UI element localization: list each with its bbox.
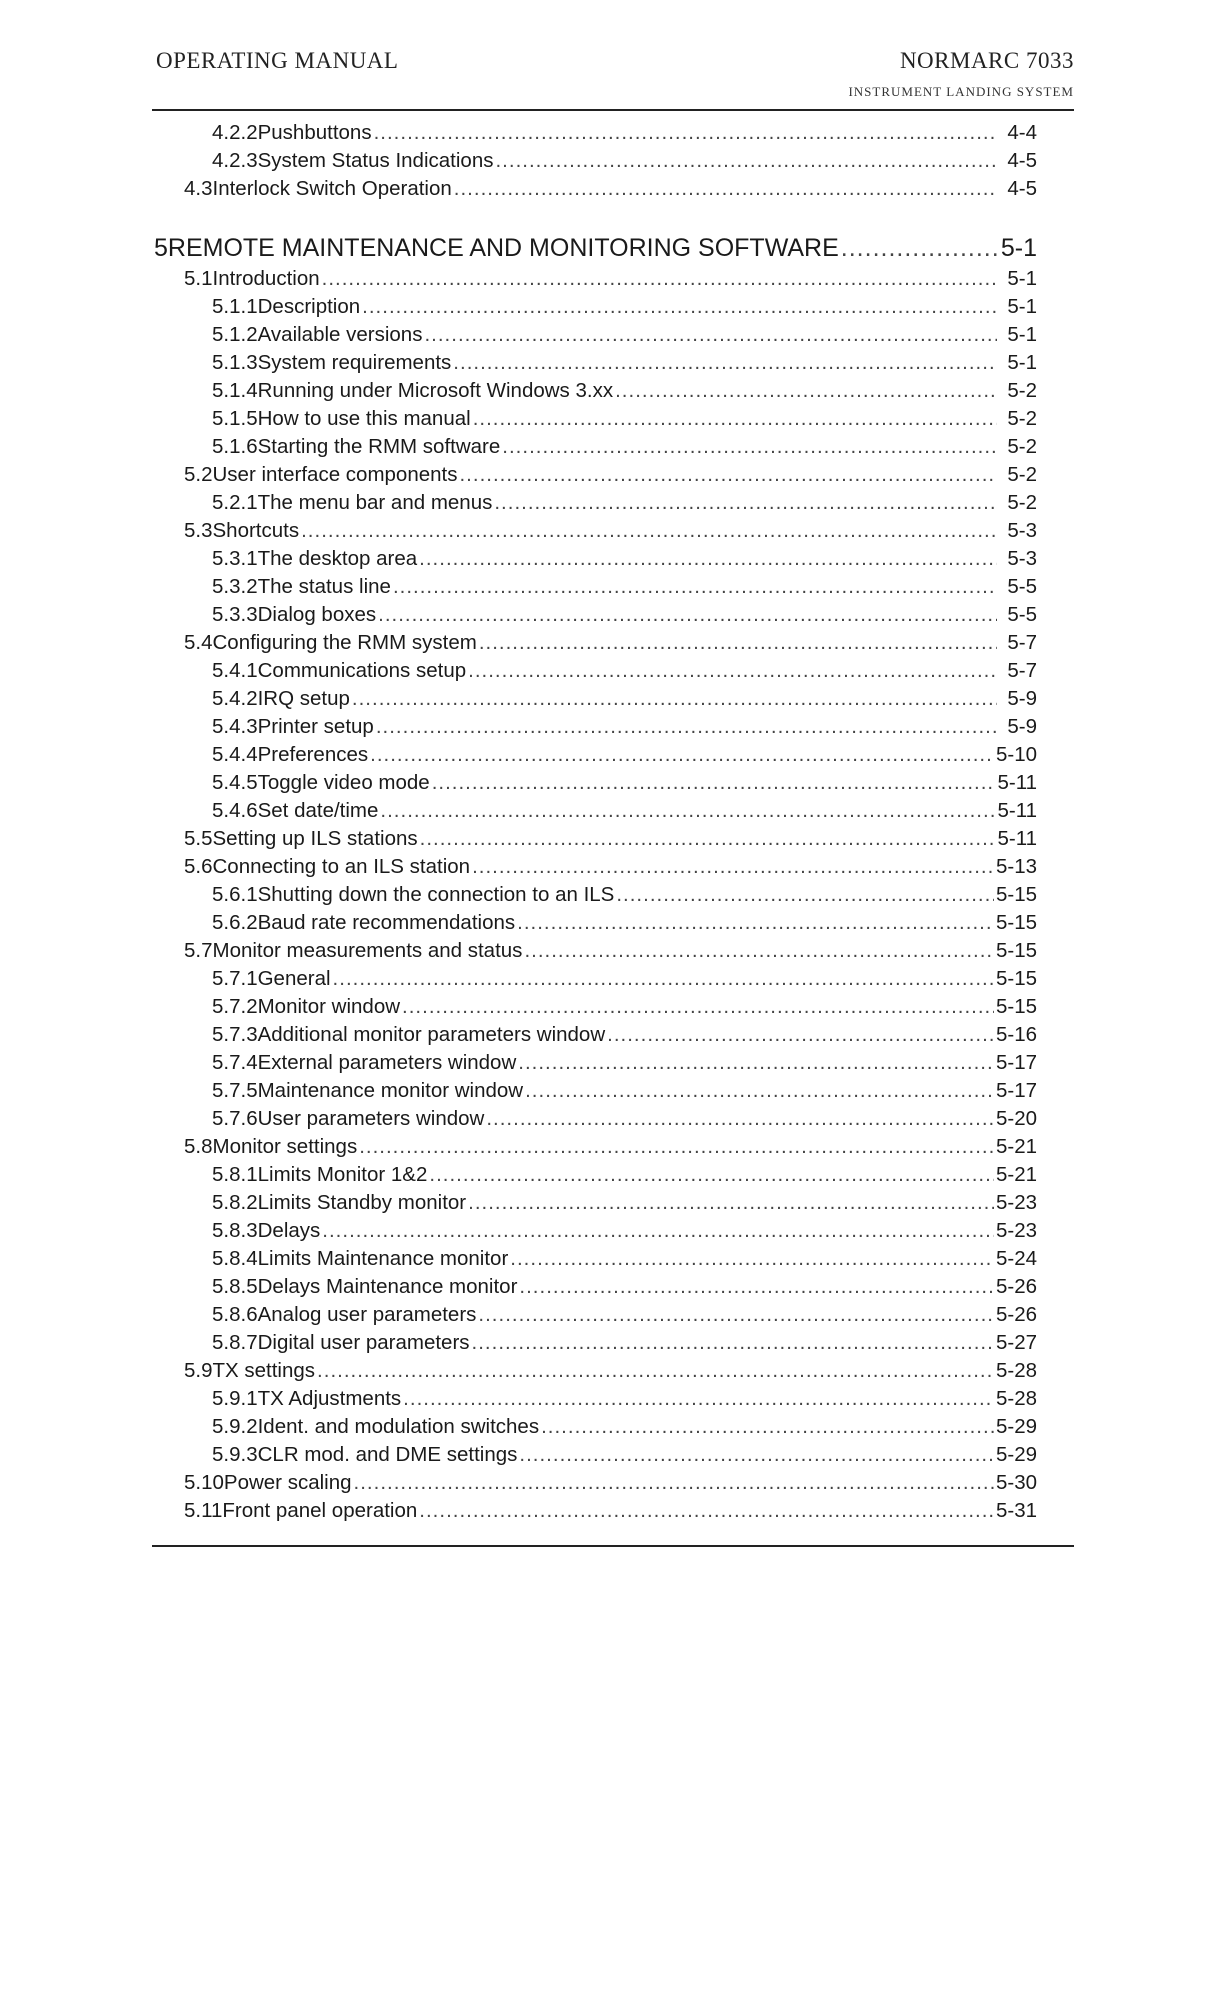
toc-entry-number: 5.8.6 xyxy=(212,1303,258,1326)
dot-leader xyxy=(468,657,997,685)
toc-entry-number: 5.4.6 xyxy=(212,799,258,822)
toc-entry-title: TX Adjustments xyxy=(257,1387,402,1410)
toc-entry-page: 5-7 xyxy=(1007,631,1037,654)
header-rule xyxy=(152,109,1074,111)
toc-entry-number: 5.1 xyxy=(184,267,213,290)
toc-entry-page: 5-17 xyxy=(995,1051,1037,1074)
toc-entry-title: Setting up ILS stations xyxy=(212,827,418,850)
dot-leader xyxy=(454,175,997,203)
toc-entry-title: Communications setup xyxy=(257,659,467,682)
toc-entry[interactable] xyxy=(152,909,1037,937)
toc-entry-number: 5.9 xyxy=(184,1359,213,1382)
dot-leader xyxy=(354,1469,994,1497)
toc-entry-number: 5.4.5 xyxy=(212,771,258,794)
toc-entry-title: Baud rate recommendations xyxy=(257,911,516,934)
dot-leader xyxy=(525,1077,994,1105)
toc-entry-number: 5.9.3 xyxy=(212,1443,258,1466)
toc-entry-title: REMOTE MAINTENANCE AND MONITORING SOFTWARE xyxy=(167,234,839,262)
dot-leader xyxy=(402,993,994,1021)
dot-leader xyxy=(494,489,997,517)
toc-entry[interactable] xyxy=(152,119,1037,147)
toc-entry-number: 5.11 xyxy=(184,1499,223,1522)
toc-entry-number: 5.6.1 xyxy=(212,883,258,906)
toc-entry-title: User parameters window xyxy=(257,1107,485,1130)
toc-entry-number: 5.9.2 xyxy=(212,1415,258,1438)
toc-entry-number: 5.3.2 xyxy=(212,575,258,598)
toc-entry[interactable] xyxy=(152,741,1037,769)
dot-leader xyxy=(517,909,994,937)
toc-entry-number: 5.1.4 xyxy=(212,379,258,402)
toc-entry-page: 5-2 xyxy=(1007,407,1037,430)
toc-entry-page: 5-2 xyxy=(1007,435,1037,458)
toc-entry[interactable] xyxy=(152,321,1037,349)
toc-entry[interactable] xyxy=(152,825,1037,853)
toc-entry-title: The desktop area xyxy=(257,547,418,570)
toc-entry-title: Configuring the RMM system xyxy=(212,631,477,654)
toc-entry-title: System requirements xyxy=(257,351,452,374)
toc-entry-number: 5.4.3 xyxy=(212,715,258,738)
toc-entry-page: 5-11 xyxy=(997,771,1037,794)
toc-entry[interactable] xyxy=(152,769,1037,797)
dot-leader xyxy=(322,265,997,293)
dot-leader xyxy=(473,405,997,433)
toc-entry-page: 5-11 xyxy=(997,799,1037,822)
toc-entry-title: Preferences xyxy=(257,743,369,766)
toc-entry-page: 5-7 xyxy=(1007,659,1037,682)
toc-entry[interactable] xyxy=(152,657,1037,685)
toc-entry-number: 5.8 xyxy=(184,1135,213,1158)
toc-entry-number: 5.10 xyxy=(184,1471,224,1494)
toc-entry-page: 4-4 xyxy=(1007,121,1037,144)
toc-entry[interactable] xyxy=(152,1301,1037,1329)
toc-entry[interactable] xyxy=(152,147,1037,175)
toc-entry-page: 5-24 xyxy=(995,1247,1037,1270)
toc-entry[interactable] xyxy=(152,685,1037,713)
toc-entry[interactable] xyxy=(152,517,1037,545)
dot-leader xyxy=(420,825,996,853)
dot-leader xyxy=(317,1357,994,1385)
toc-entry-title: Interlock Switch Operation xyxy=(212,177,452,200)
dot-leader xyxy=(370,741,994,769)
toc-entry[interactable] xyxy=(152,433,1037,461)
toc-entry-page: 5-15 xyxy=(995,995,1037,1018)
toc-entry-number: 5.2 xyxy=(184,463,213,486)
toc-entry-title: Introduction xyxy=(212,267,320,290)
toc-entry[interactable] xyxy=(152,965,1037,993)
dot-leader xyxy=(541,1413,994,1441)
toc-entry-number: 5.5 xyxy=(184,827,213,850)
toc-entry-page: 5-29 xyxy=(995,1443,1037,1466)
dot-leader xyxy=(495,147,997,175)
toc-chapter-entry[interactable] xyxy=(152,231,1037,265)
toc-entry-title: Monitor settings xyxy=(212,1135,358,1158)
toc-entry[interactable] xyxy=(152,1021,1037,1049)
toc-entry[interactable] xyxy=(152,349,1037,377)
toc-entry[interactable] xyxy=(152,293,1037,321)
toc-entry-page: 5-3 xyxy=(1007,547,1037,570)
dot-leader xyxy=(333,965,994,993)
toc-entry[interactable] xyxy=(152,1357,1037,1385)
toc-entry-page: 5-31 xyxy=(995,1499,1037,1522)
toc-entry[interactable] xyxy=(152,993,1037,1021)
toc-entry[interactable] xyxy=(152,937,1037,965)
toc-entry-page: 5-15 xyxy=(995,911,1037,934)
toc-entry-page: 5-9 xyxy=(1007,687,1037,710)
toc-entry-title: Delays Maintenance monitor xyxy=(257,1275,518,1298)
toc-entry-number: 5.1.6 xyxy=(212,435,258,458)
toc-entry-number: 5 xyxy=(154,234,168,262)
toc-entry[interactable] xyxy=(152,175,1037,203)
toc-entry-title: Power scaling xyxy=(223,1471,352,1494)
toc-entry-title: Front panel operation xyxy=(222,1499,418,1522)
toc-entry-title: Pushbuttons xyxy=(257,121,372,144)
toc-entry-title: Starting the RMM software xyxy=(257,435,501,458)
toc-entry-title: User interface components xyxy=(212,463,458,486)
toc-entry-number: 5.1.3 xyxy=(212,351,258,374)
dot-leader xyxy=(362,293,997,321)
toc-entry[interactable] xyxy=(152,1161,1037,1189)
toc-entry[interactable] xyxy=(152,1077,1037,1105)
dot-leader xyxy=(524,937,994,965)
dot-leader xyxy=(374,119,997,147)
toc-entry-page: 5-27 xyxy=(995,1331,1037,1354)
toc-entry-number: 5.8.7 xyxy=(212,1331,258,1354)
toc-entry-number: 5.7 xyxy=(184,939,213,962)
dot-leader xyxy=(380,797,995,825)
toc-entry-number: 4.2.2 xyxy=(212,121,258,144)
toc-entry-page: 4-5 xyxy=(1007,177,1037,200)
dot-leader xyxy=(615,377,997,405)
toc-entry-page: 5-1 xyxy=(1000,234,1037,262)
toc-entry-page: 5-21 xyxy=(995,1135,1037,1158)
dot-leader xyxy=(429,1161,994,1189)
toc-entry-title: Printer setup xyxy=(257,715,374,738)
toc-entry-page: 5-2 xyxy=(1007,491,1037,514)
toc-entry-title: Dialog boxes xyxy=(257,603,377,626)
dot-leader xyxy=(419,545,997,573)
toc-entry[interactable] xyxy=(152,1189,1037,1217)
toc-entry[interactable] xyxy=(152,601,1037,629)
dot-leader xyxy=(472,853,994,881)
toc-entry-page: 5-15 xyxy=(995,967,1037,990)
dot-leader xyxy=(468,1189,994,1217)
dot-leader xyxy=(453,349,997,377)
toc-entry[interactable] xyxy=(152,1105,1037,1133)
toc-entry-title: The menu bar and menus xyxy=(257,491,493,514)
toc-entry-page: 5-3 xyxy=(1007,519,1037,542)
toc-entry-title: The status line xyxy=(257,575,391,598)
toc-entry-page: 5-26 xyxy=(995,1303,1037,1326)
dot-leader xyxy=(301,517,997,545)
toc-entry-number: 5.6.2 xyxy=(212,911,258,934)
toc-entry-title: General xyxy=(257,967,331,990)
toc-entry-page: 5-2 xyxy=(1007,379,1037,402)
toc-entry-page: 5-21 xyxy=(995,1163,1037,1186)
running-header-left: OPERATING MANUAL xyxy=(156,48,399,73)
toc-entry-number: 5.7.4 xyxy=(212,1051,258,1074)
dot-leader xyxy=(472,1329,994,1357)
toc-entry-title: Ident. and modulation switches xyxy=(257,1415,540,1438)
toc-entry-number: 5.7.1 xyxy=(212,967,258,990)
toc-entry-title: Limits Maintenance monitor xyxy=(257,1247,509,1270)
toc-entry-page: 5-16 xyxy=(995,1023,1037,1046)
toc-entry-number: 4.2.3 xyxy=(212,149,258,172)
toc-entry-number: 5.2.1 xyxy=(212,491,258,514)
toc-entry-number: 5.4 xyxy=(184,631,213,654)
toc-entry-title: Analog user parameters xyxy=(257,1303,477,1326)
toc-entry[interactable] xyxy=(152,1133,1037,1161)
toc-entry[interactable] xyxy=(152,1329,1037,1357)
dot-leader xyxy=(352,685,997,713)
toc-entry-number: 5.1.2 xyxy=(212,323,258,346)
toc-entry-title: Additional monitor parameters window xyxy=(257,1023,606,1046)
toc-entry-page: 5-10 xyxy=(995,743,1037,766)
toc-entry-page: 5-30 xyxy=(995,1471,1037,1494)
dot-leader xyxy=(393,573,997,601)
toc-entry[interactable] xyxy=(152,1245,1037,1273)
toc-entry-number: 5.8.2 xyxy=(212,1191,258,1214)
dot-leader xyxy=(510,1245,994,1273)
toc-entry[interactable] xyxy=(152,1497,1037,1525)
toc-entry-page: 5-1 xyxy=(1007,295,1037,318)
toc-entry-title: Description xyxy=(257,295,361,318)
toc-entry[interactable] xyxy=(152,489,1037,517)
toc-entry-page: 5-28 xyxy=(995,1387,1037,1410)
toc-entry-title: IRQ setup xyxy=(257,687,350,710)
toc-entry-title: External parameters window xyxy=(257,1051,517,1074)
dot-leader xyxy=(502,433,997,461)
toc-entry-title: How to use this manual xyxy=(257,407,471,430)
toc-entry-number: 5.3 xyxy=(184,519,213,542)
table-of-contents xyxy=(152,119,1037,1525)
toc-entry-page: 5-23 xyxy=(995,1191,1037,1214)
toc-entry-page: 4-5 xyxy=(1007,149,1037,172)
toc-entry[interactable] xyxy=(152,1413,1037,1441)
dot-leader xyxy=(519,1441,994,1469)
toc-entry[interactable] xyxy=(152,461,1037,489)
dot-leader xyxy=(478,1301,994,1329)
toc-entry-number: 5.4.4 xyxy=(212,743,258,766)
toc-entry-number: 5.3.1 xyxy=(212,547,258,570)
toc-entry-title: Toggle video mode xyxy=(257,771,430,794)
toc-entry[interactable] xyxy=(152,1049,1037,1077)
toc-entry-page: 5-5 xyxy=(1007,575,1037,598)
dot-leader xyxy=(518,1049,994,1077)
toc-entry-title: CLR mod. and DME settings xyxy=(257,1443,518,1466)
toc-entry-page: 5-29 xyxy=(995,1415,1037,1438)
toc-entry[interactable] xyxy=(152,1273,1037,1301)
toc-entry-number: 5.3.3 xyxy=(212,603,258,626)
toc-entry[interactable] xyxy=(152,1469,1037,1497)
toc-entry-number: 5.4.2 xyxy=(212,687,258,710)
toc-entry-title: Digital user parameters xyxy=(257,1331,470,1354)
toc-entry-title: Available versions xyxy=(257,323,423,346)
toc-entry-title: Monitor measurements and status xyxy=(212,939,523,962)
toc-entry-title: Running under Microsoft Windows 3.xx xyxy=(257,379,614,402)
toc-entry-number: 5.7.2 xyxy=(212,995,258,1018)
toc-entry-page: 5-9 xyxy=(1007,715,1037,738)
toc-entry[interactable] xyxy=(152,629,1037,657)
toc-entry[interactable] xyxy=(152,545,1037,573)
toc-entry-title: Connecting to an ILS station xyxy=(212,855,471,878)
toc-entry-number: 5.7.6 xyxy=(212,1107,258,1130)
dot-leader xyxy=(424,321,997,349)
dot-leader xyxy=(841,231,997,265)
dot-leader xyxy=(459,461,997,489)
toc-entry-number: 5.1.1 xyxy=(212,295,258,318)
toc-entry-page: 5-28 xyxy=(995,1359,1037,1382)
toc-entry-number: 5.8.5 xyxy=(212,1275,258,1298)
toc-entry-page: 5-15 xyxy=(995,883,1037,906)
dot-leader xyxy=(607,1021,994,1049)
toc-entry-title: Limits Monitor 1&2 xyxy=(257,1163,428,1186)
toc-entry-page: 5-1 xyxy=(1007,351,1037,374)
dot-leader xyxy=(376,713,997,741)
dot-leader xyxy=(419,1497,994,1525)
toc-entry-page: 5-23 xyxy=(995,1219,1037,1242)
toc-entry[interactable] xyxy=(152,573,1037,601)
toc-entry-page: 5-20 xyxy=(995,1107,1037,1130)
toc-entry-page: 5-26 xyxy=(995,1275,1037,1298)
toc-entry-number: 5.8.1 xyxy=(212,1163,258,1186)
toc-entry-title: Delays xyxy=(257,1219,321,1242)
toc-entry-page: 5-13 xyxy=(995,855,1037,878)
toc-entry-number: 5.4.1 xyxy=(212,659,258,682)
dot-leader xyxy=(479,629,997,657)
toc-entry-number: 5.1.5 xyxy=(212,407,258,430)
toc-entry-page: 5-1 xyxy=(1007,267,1037,290)
dot-leader xyxy=(403,1385,994,1413)
toc-entry-title: TX settings xyxy=(212,1359,316,1382)
toc-entry-title: Limits Standby monitor xyxy=(257,1191,467,1214)
dot-leader xyxy=(519,1273,994,1301)
toc-entry[interactable] xyxy=(152,713,1037,741)
footer-rule xyxy=(152,1545,1074,1547)
running-header-right: NORMARC 7033 xyxy=(899,48,1074,73)
dot-leader xyxy=(616,881,994,909)
toc-entry[interactable] xyxy=(152,797,1037,825)
toc-entry-number: 5.7.5 xyxy=(212,1079,258,1102)
toc-entry-title: Shortcuts xyxy=(212,519,300,542)
toc-entry[interactable] xyxy=(152,405,1037,433)
toc-entry[interactable] xyxy=(152,881,1037,909)
toc-entry-page: 5-1 xyxy=(1007,323,1037,346)
dot-leader xyxy=(359,1133,994,1161)
toc-entry-page: 5-5 xyxy=(1007,603,1037,626)
toc-entry-number: 5.6 xyxy=(184,855,213,878)
toc-entry-title: Shutting down the connection to an ILS xyxy=(257,883,615,906)
toc-entry[interactable] xyxy=(152,377,1037,405)
toc-entry-page: 5-11 xyxy=(997,827,1037,850)
toc-entry[interactable] xyxy=(152,1385,1037,1413)
toc-entry[interactable] xyxy=(152,1217,1037,1245)
toc-entry-title: System Status Indications xyxy=(257,149,494,172)
dot-leader xyxy=(378,601,997,629)
toc-entry-number: 5.9.1 xyxy=(212,1387,258,1410)
toc-entry-title: Monitor window xyxy=(257,995,401,1018)
toc-entry-page: 5-15 xyxy=(995,939,1037,962)
toc-entry-number: 5.7.3 xyxy=(212,1023,258,1046)
toc-entry[interactable] xyxy=(152,1441,1037,1469)
running-header-subtitle: INSTRUMENT LANDING SYSTEM xyxy=(848,84,1074,99)
toc-entry-title: Maintenance monitor window xyxy=(257,1079,524,1102)
dot-leader xyxy=(432,769,996,797)
toc-entry-number: 5.8.3 xyxy=(212,1219,258,1242)
toc-entry-number: 4.3 xyxy=(184,177,213,200)
toc-entry[interactable] xyxy=(152,853,1037,881)
toc-entry-page: 5-17 xyxy=(995,1079,1037,1102)
toc-entry-number: 5.8.4 xyxy=(212,1247,258,1270)
toc-entry[interactable] xyxy=(152,265,1037,293)
toc-entry-page: 5-2 xyxy=(1007,463,1037,486)
dot-leader xyxy=(322,1217,994,1245)
toc-entry-title: Set date/time xyxy=(257,799,379,822)
dot-leader xyxy=(486,1105,994,1133)
